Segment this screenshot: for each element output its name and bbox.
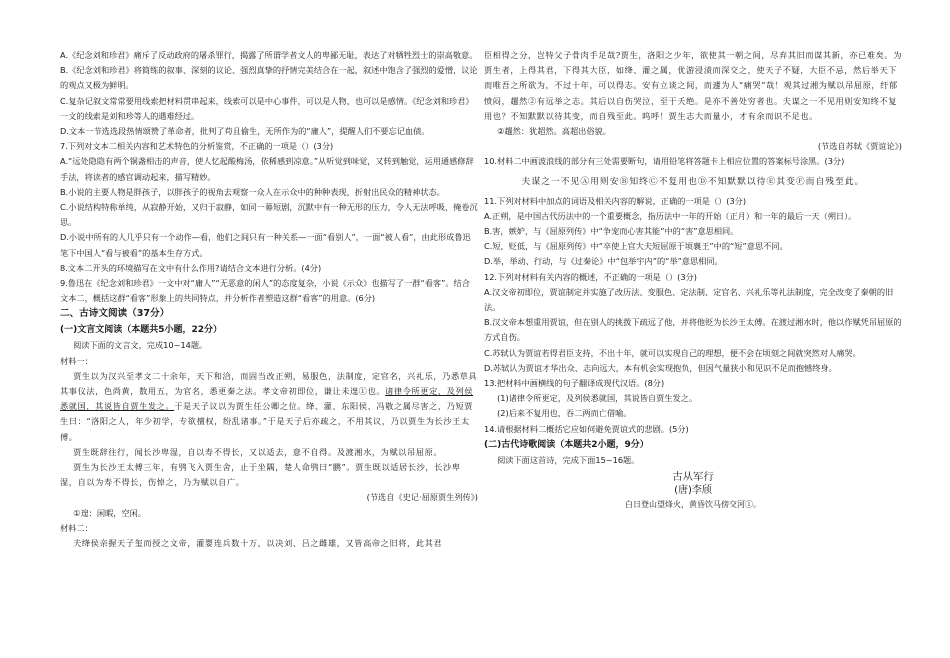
section-2-heading: 二、古诗文阅读（37分）	[60, 308, 170, 320]
q12-option-a: A.汉文帝初即位，贾谊制定并实施了改历法、变服色、定法制、定官名、兴礼乐等礼法制度，完全改变了秦朝的旧法。	[484, 286, 894, 313]
reading-instruction: 阅读下面的文言文，完成10~14题。	[73, 340, 208, 351]
q6-option-d: D.文本一节选选段热情颂赞了革命者，批判了苟且偷生，无所作为的“庸人”，提醒人们不要忘记血债。	[60, 126, 430, 137]
q13-sentence-2: (2)后来不复用也，吞二两而亡借喻。	[497, 408, 632, 419]
q6-option-a: A.《纪念刘和珍君》痛斥了反动政府的屠杀罪行，揭露了所谓学者文人的卑鄙无耻，表达了对牺牲烈士的崇高敬意。	[60, 50, 478, 60]
material-2-paragraph-start: 夫绛侯亲握天子玺而授之文帝，灌婴连兵数十万，以决刘、吕之雌雄，又皆高帝之旧将，此其君	[73, 538, 443, 549]
m1p1-part-b: 于是天子议以为贾生任公卿之位。绛、灌、东阳侯、冯敬之属尽害之，乃短贾生曰：“洛阳之人，年少初学，专欲擅权，纷乱诸事。”于是天子后亦疏之，不用其议，乃以贾生为长沙王太傅。	[60, 401, 474, 442]
q13-stem: 13.把材料中画横线的句子翻译成现代汉语。(8分)	[484, 378, 665, 389]
q12-option-c: C.苏轼认为贾谊若得君臣支持，不出十年，就可以实现自己的理想，便不会在顷刻之间就突然对人痛哭。	[484, 347, 861, 358]
q10-stem: 10.材料二中画波浪线的部分有三处需要断句，请用铅笔将答题卡上相应位置的答案标号涂黑。(3分)	[484, 156, 845, 167]
m1p1-part-a: 贾生以为汉兴至孝文二十余年，天下和洽，而固当改正朔，易服色，法制度，定官名，兴礼乐，乃悉草具其事仪法，色尚黄，数用五，为官名，悉更秦之法。孝文帝初即位，谦让未遑①也。	[60, 370, 478, 397]
material-2-note: ②趯然：犹超然。高超出俗貌。	[497, 126, 611, 137]
section-2a-heading: (一)文言文阅读（本题共5小题，22分）	[60, 325, 223, 336]
q10-sentence: 夫谋之一不见Ⓐ用则安Ⓑ知终Ⓒ不复用也Ⓓ不知默默以待Ⓔ其变Ⓕ而自残至此。	[521, 176, 865, 187]
q12-option-b: B.汉文帝本想重用贾谊，但在别人的挑拨下疏远了他，并将他贬为长沙王太傅。在渡过湘水时，他以作赋凭吊屈原的方式自伤。	[484, 317, 902, 343]
material-1-paragraph-2: 贾生既辞往行，闻长沙卑湿，自以寿不得长，又以适去，意不自得。及渡湘水，为赋以吊屈原。	[73, 446, 443, 457]
poem-author: (唐)李颀	[674, 485, 712, 497]
q11-option-d: D.举，举动、行动，与《过秦论》中“包举宇内”的“举”意思相同。	[484, 256, 723, 267]
poem-title: 古从军行	[672, 471, 714, 484]
q7-option-c: C.小说结构特称单纯，从寂静开始，又归于寂静，如同一幕短剧，沉默中有一种无形的压力，令人无法呼吸，掩卷沉思。	[60, 202, 478, 228]
material-2-label: 材料二：	[60, 522, 93, 533]
q9-stem: 9.鲁迅在《纪念刘和珍君》一文中对“庸人”“无恶意的闲人”的态度复杂，小说《示众》也描写了一群“看客”。结合文本二，概括这群“看客”形象上的共同特点，并分析作者塑造这群“看客”的用意。(6分)	[60, 278, 470, 304]
q8-stem: 8.文本二开头的环境描写在文中有什么作用?请结合文本进行分析。(4分)	[60, 262, 322, 273]
q11-option-b: B.害，嫉妒，与《屈原列传》中“争宠而心害其能”中的“害”意思相同。	[484, 226, 739, 237]
q7-option-a: A.“远处隐隐有两个铜盏相击的声音，使人忆起酸梅汤，依稀感到凉意。”从听觉到味觉，又转到触觉，运用通感修辞手法，将读者的感官调动起来，描写精妙。	[60, 156, 474, 182]
left-column	[60, 48, 478, 551]
q7-option-d: D.小说中所有的人几乎只有一个动作—看，他们之间只有一种关系—一面“看别人”，一面“被人看”，由此形成鲁迅笔下中国人“看与被看”的基本生存方式。	[60, 232, 471, 258]
q13-sentence-1: (1)诸律令所更定，及列侯悉就国，其说皆自贾生发之。	[497, 393, 698, 404]
q11-option-c: C.短，贬低，与《屈原列传》中“卒使上官大夫短屈原于顷襄王”中的“短”意思不同。	[484, 241, 788, 252]
material-2-source: (节选自苏轼《贾谊论》)	[817, 141, 902, 152]
material-1-paragraph-3: 贾生为长沙王太傅三年，有鸮飞入贾生舍，止于坐隅，楚人命鸮曰“鹏”。贾生既以适居长沙，长沙卑湿，自以为寿不得长，伤悼之，乃为赋以自广。	[60, 462, 461, 488]
q14-stem: 14.请根据材料二概括它应如何避免贾谊式的悲剧。(5分)	[484, 423, 689, 434]
q6-option-c: C.复杂记叙文常常要用线索把材料贯串起来，线索可以是中心事件，可以是人物，也可以是感情。《纪念刘和珍君》一文的线索是刘和珍等人的遇难经过。	[60, 95, 474, 121]
q11-stem: 11.下列对材料中加点的词语及相关内容的解说，正确的一项是（）(3分)	[484, 195, 747, 206]
q12-option-d: D.苏轼认为贾谊才华出众、志向远大，本有机会实现抱负，但因气量狭小和见识不足而抱憾终身。	[484, 362, 837, 373]
material-1-paragraph-1	[60, 369, 478, 445]
section-2b-heading: (二)古代诗歌阅读（本题共2小题，9分）	[484, 439, 649, 450]
material-1-source: (节选自《史记·屈原贾生列传》)	[366, 492, 478, 503]
q11-option-a: A.正朔，是中国古代历法中的一个重要概念，指历法中一年的开始（正月）和一年的最后一天（朔日）。	[484, 210, 857, 221]
q6-option-b: B.《纪念刘和珍君》将简练的叙事、深刻的议论、强烈真挚的抒情完美结合在一起，叙述中饱含了强烈的爱憎，议论的观点又极为鲜明。	[60, 65, 478, 91]
material-2-paragraph-cont: 臣相得之分，岂特父子骨肉手足哉?贾生，洛阳之少年，欲使其一朝之间，尽弃其旧而谋其新，亦已难矣。为贾生者，上得其君，下得其大臣，如绛、灌之属，优游浸渍而深交之，使天子不疑，大臣不忌，然后举天下而唯吾之所欲为，不过十年，可以得志。安有立谈之间，而遽为人“痛哭”哉！观其过湘为赋以吊屈原，纡郁愤闷，趯然②有远举之志。其后以自伤哭泣，至于夭绝。是亦不善处穷者也。夫谋之一不见用则安知终不复用也？不知默默以待其变，而自残至此。呜呼！贾生志大而量小，才有余而识不足也。	[484, 50, 903, 121]
poem-instruction: 阅读下面这首诗，完成下面15~16题。	[497, 454, 640, 465]
underlined-sentence: 诸律令所更定，及列侯悉就国，其说皆自贾生发之。	[60, 386, 474, 412]
material-1-note: ①遑：闲暇，空闲。	[73, 507, 146, 518]
q7-stem: 7.下列对文本二相关内容和艺术特色的分析鉴赏，不正确的一项是（）(3分)	[60, 141, 334, 152]
q12-stem: 12.下列对材料有关内容的概述，不正确的一项是（）(3分)	[484, 271, 697, 282]
q7-option-b: B.小说的主要人物是胖孩子，以胖孩子的视角去观察一众人在示众中的种种表现，折射出民众的精神状态。	[60, 186, 445, 197]
poem-line-1: 白日登山望烽火，黄昏饮马傍交河①。	[625, 500, 761, 510]
right-column	[484, 48, 902, 511]
material-1-label: 材料一：	[60, 355, 93, 366]
